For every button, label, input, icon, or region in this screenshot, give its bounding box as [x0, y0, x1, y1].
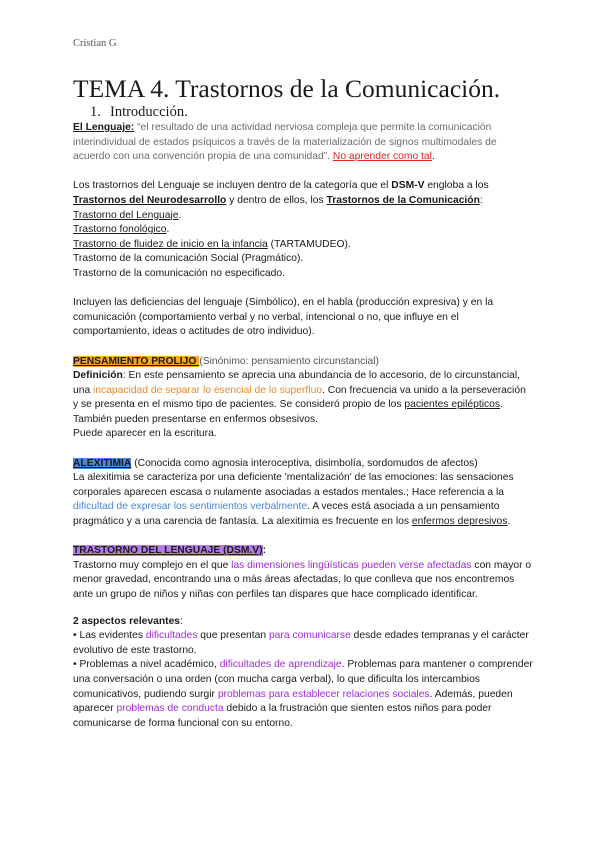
dsm-label: DSM-V	[391, 180, 425, 192]
trastorno-text: Trastorno muy complejo en el que	[73, 559, 232, 571]
prolijo-heading	[73, 355, 533, 370]
lenguaje-definition: “el resultado de una actividad nerviosa compleja que permite la comunicación interindividual de estados psíquicos a través de la materialización de signos multimodales de acuerdo con una convención propia de una comunidad”.	[73, 122, 497, 163]
trastorno-label: TRASTORNO DEL LENGUAJE (DSM.V)	[73, 545, 263, 557]
alexitimia-paragraph	[73, 471, 533, 529]
aspecto-highlight: para comunicarse	[268, 630, 351, 642]
list-item: Trastorno de la comunicación Social (Pragmático).	[73, 253, 304, 265]
comunicacion-label: Trastornos de la Comunicación	[326, 194, 480, 206]
alexitimia-label: ALEXITIMIA	[73, 457, 132, 469]
section-title: Introducción.	[110, 104, 188, 120]
intro-paragraph	[73, 179, 533, 208]
aspecto-text: desde edades tempranas y el carácter evolutivo de este trastorno.	[73, 630, 529, 656]
list-item	[73, 238, 533, 253]
trastorno-paragraph	[73, 559, 533, 603]
alexitimia-text: La alexitimia se caracteriza por una deficiente 'mentalización' de las emociones: las sensaciones corporales aparecen escasa o nulamente asociadas a estados mentales.; Hace referencia a la	[73, 472, 514, 498]
deficits-paragraph: Incluyen las deficiencias del lenguaje (Simbólico), en el habla (producción expresiva) y en la comunicación (comportamiento verbal y no verbal, intencional o no, que influye en el comportamiento, ideas o actitudes de otro individuo).	[73, 297, 494, 338]
page-title: TEMA 4. Trastornos de la Comunicación.	[73, 74, 501, 103]
author-name: Cristian G	[73, 38, 117, 49]
aspecto-text: . Problemas para mantener o comprender una conversación o una orden (con mucha carga verbal), lo que dificulta los intercambios comunicativos, pudiendo surgir	[73, 659, 533, 700]
aspecto-text: que presentan	[197, 630, 269, 642]
alexitimia-text: .	[507, 516, 511, 528]
list-item	[73, 209, 533, 224]
list-item-end: (TARTAMUDEO).	[267, 238, 351, 250]
alexitimia-heading	[73, 457, 533, 472]
lenguaje-note-end: .	[431, 151, 435, 163]
trastorno-text: con mayor o menor gravedad, encontrando una o más áreas afectadas, lo que conlleva que nos encontremos ante un grupo de niños y niñas con perfiles tan dispares que hace complicado identificar.	[73, 559, 532, 600]
alexitimia-text: . A veces está asociada a un pensamiento pragmático y a una carencia de fantasía. La alexitimia es frecuente en los	[73, 501, 500, 528]
document-body	[73, 121, 533, 731]
aspecto-text: debido a la frustración que sienten estos niños para poder comunicarse de forma funcional con su entorno.	[73, 703, 492, 729]
neurodesarrollo-label: Trastornos del Neurodesarrollo	[73, 194, 227, 206]
aspecto-highlight: dificultades de aprendizaje	[219, 659, 342, 671]
alexitimia-highlight: dificultad de expresar los sentimientos verbalmente	[73, 501, 308, 513]
prolijo-highlight: incapacidad de separar lo esencial de lo superfluo	[93, 384, 323, 396]
list-item-label: Trastorno fonológico	[73, 224, 167, 236]
aspectos-heading	[73, 615, 533, 630]
list-item	[73, 223, 533, 238]
aspecto-bullet-1	[73, 629, 533, 658]
section-heading	[90, 104, 188, 121]
depresivos-label: enfermos depresivos	[411, 516, 508, 528]
aspecto-text: • Las evidentes	[73, 630, 146, 642]
lenguaje-note: No aprender como tal	[332, 151, 432, 163]
trastorno-label-end: :	[262, 545, 266, 557]
intro-text: engloba a los	[424, 180, 489, 192]
list-item-end: .	[166, 224, 170, 236]
list-item-label: Trastorno de fluidez de inicio en la infancia	[73, 238, 268, 250]
aspecto-bullet-2	[73, 658, 533, 731]
section-number: 1.	[90, 104, 101, 120]
prolijo-escritura: Puede aparecer en la escritura.	[73, 428, 217, 440]
intro-text: y dentro de ellos, los	[226, 194, 327, 206]
lenguaje-paragraph	[73, 121, 533, 165]
epilepticos-label: pacientes epilépticos	[404, 399, 500, 411]
aspecto-highlight: problemas de conducta	[116, 703, 224, 715]
prolijo-definition	[73, 369, 533, 427]
aspecto-text: • Problemas a nivel académico,	[73, 659, 220, 671]
aspectos-label: 2 aspectos relevantes	[73, 615, 181, 627]
list-item: Trastorno de la comunicación no especificado.	[73, 267, 285, 279]
alexitimia-aka: (Conocida como agnosia interoceptiva, disimbolía, sordomudos de afectos)	[131, 457, 478, 469]
trastorno-highlight: las dimensiones lingüísticas pueden verse afectadas	[231, 559, 472, 571]
intro-text: Los trastornos del Lenguaje se incluyen dentro de la categoría que el	[73, 180, 392, 192]
prolijo-text: : En este pensamiento se aprecia una abundancia de lo accesorio, de lo circunstancial, una	[73, 370, 521, 396]
list-item-end: .	[178, 209, 182, 221]
aspectos-label-end: :	[180, 615, 183, 627]
aspecto-highlight: dificultades	[145, 630, 198, 642]
aspecto-text: . Además, pueden aparecer	[73, 688, 513, 715]
list-item-label: Trastorno del Lenguaje	[73, 209, 179, 221]
prolijo-label: PENSAMIENTO PROLIJO	[73, 355, 200, 367]
prolijo-text: . Con frecuencia va unido a la perseveración y se presenta en el mismo tipo de pacientes. Se consideró propio de los	[73, 384, 526, 411]
intro-text: :	[479, 194, 483, 206]
prolijo-synonym: (Sinónimo: pensamiento circunstancial)	[199, 355, 379, 367]
aspecto-highlight: problemas para establecer relaciones sociales	[217, 688, 430, 700]
prolijo-text: . También pueden presentarse en enfermos obsesivos.	[73, 399, 503, 425]
definicion-label: Definición	[73, 370, 123, 382]
trastorno-heading	[73, 544, 533, 559]
lenguaje-label: El Lenguaje:	[73, 122, 135, 133]
